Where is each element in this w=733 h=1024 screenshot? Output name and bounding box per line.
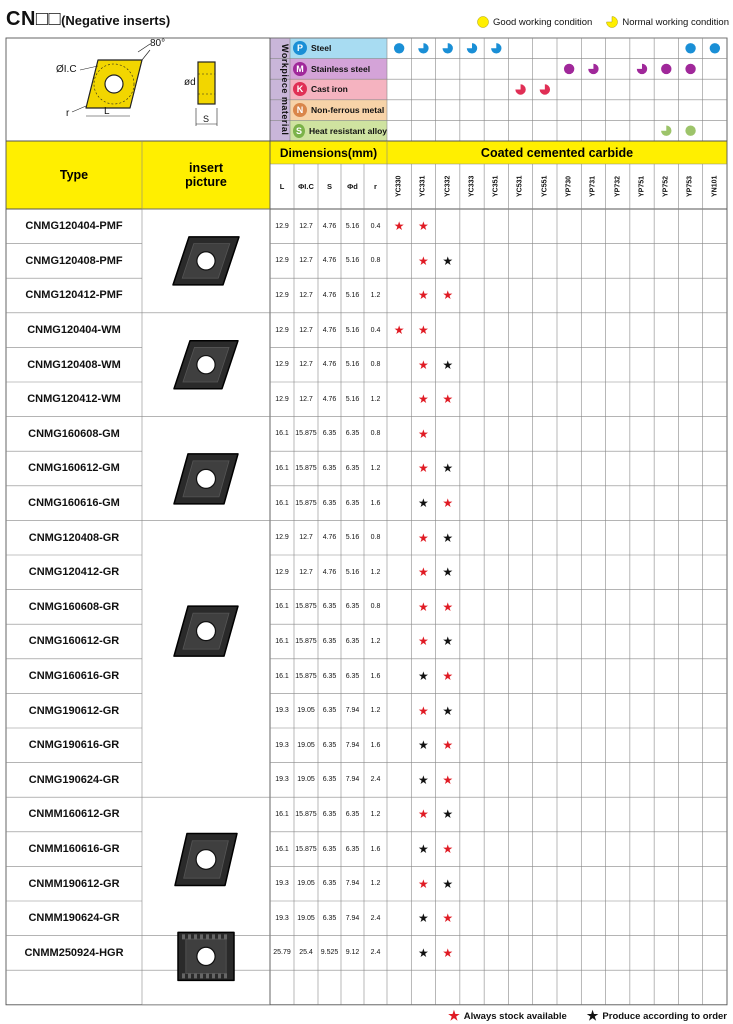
normal-condition-mark (467, 43, 477, 53)
dim-cell: 19.05 (297, 741, 315, 749)
dim-cell: 12.7 (299, 534, 313, 542)
dim-cell: 6.35 (322, 430, 337, 438)
type-cell: CNMG120408-PMF (25, 254, 123, 267)
normal-condition-mark (540, 84, 550, 94)
dim-cell: 1.6 (370, 741, 381, 749)
black-star-icon: ★ (442, 357, 454, 372)
black-star-icon: ★ (418, 842, 429, 857)
type-cell: CNMG160608-GM (28, 427, 120, 440)
dim-header: ΦI.C (298, 182, 314, 191)
type-cell: CNMM250924-HGR (24, 946, 124, 959)
grade-header: YC333 (468, 175, 476, 198)
dim-cell: 6.35 (345, 672, 360, 680)
dim-cell: 1.2 (370, 291, 381, 299)
insert-side-view (198, 62, 215, 104)
black-star-icon: ★ (442, 461, 454, 476)
dim-cell: 15.875 (295, 499, 317, 507)
dim-cell: 9.12 (345, 949, 360, 957)
type-cell: CNMG160608-GR (28, 600, 120, 613)
dim-cell: 6.35 (322, 637, 337, 645)
dim-cell: 4.76 (322, 326, 337, 334)
workpiece-label: Workpiece material (280, 43, 290, 136)
dim-cell: 6.35 (322, 914, 337, 922)
normal-condition-mark (588, 64, 598, 74)
dim-cell: 5.16 (345, 534, 360, 542)
dim-cell: 16.1 (275, 637, 289, 645)
dim-cell: 19.05 (297, 880, 315, 888)
grade-header: YC551 (541, 175, 549, 198)
type-cell: CNMG120404-WM (27, 324, 121, 337)
dim-cell: 1.2 (370, 637, 381, 645)
dim-cell: 4.76 (322, 222, 337, 230)
dim-cell: 15.875 (295, 637, 317, 645)
dim-cell: 15.875 (295, 603, 317, 611)
dim-header: S (326, 182, 332, 191)
type-cell: CNMG120408-GR (28, 531, 120, 544)
dim-cell: 5.16 (345, 395, 360, 403)
dim-cell: 19.3 (275, 914, 289, 922)
dim-cell: 19.3 (275, 880, 289, 888)
grade-header: YP751 (638, 175, 646, 198)
red-star-icon: ★ (442, 772, 454, 787)
legend-normal-label: Normal working condition (622, 16, 729, 28)
dim-cell: 5.16 (345, 257, 360, 265)
black-star-icon: ★ (442, 807, 454, 822)
dim-cell: 5.16 (345, 222, 360, 230)
material-P (290, 38, 387, 59)
title-boxes: □□ (35, 8, 62, 30)
dim-cell: 0.8 (370, 257, 381, 265)
black-star-icon: ★ (418, 945, 429, 960)
type-cell: CNMM160612-GR (28, 808, 120, 821)
dim-cell: 6.35 (322, 499, 337, 507)
dim-cell: 15.875 (295, 464, 317, 472)
insert-picture-wm (174, 341, 238, 389)
type-cell: CNMG120408-WM (27, 358, 121, 371)
material-N (290, 100, 387, 121)
angle-lines (138, 44, 150, 60)
dim-cell: 2.4 (370, 776, 381, 784)
dim-cell: 1.2 (370, 464, 381, 472)
dim-cell: 19.3 (275, 776, 289, 784)
good-condition-mark (710, 43, 720, 53)
dim-cell: 4.76 (322, 361, 337, 369)
ic-label: ØI.C (56, 64, 77, 75)
red-star-icon: ★ (418, 219, 429, 234)
coated-carbide-header: Coated cemented carbide (480, 145, 634, 160)
dim-cell: 12.7 (299, 291, 313, 299)
footer-red-label: Always stock available (463, 1010, 567, 1022)
dim-cell: 6.35 (322, 603, 337, 611)
dim-cell: 1.2 (370, 880, 381, 888)
material-letter-N: N (293, 103, 307, 117)
dim-cell: 25.79 (273, 949, 291, 957)
grade-header: YC332 (444, 175, 452, 198)
black-star-icon: ★ (442, 253, 454, 268)
dim-cell: 7.94 (345, 707, 360, 715)
red-star-icon: ★ (418, 876, 429, 891)
dim-cell: 1.2 (370, 568, 381, 576)
dim-cell: 4.76 (322, 257, 337, 265)
black-star-icon: ★ (418, 669, 429, 684)
type-cell: CNMG160612-GM (28, 462, 120, 475)
d-label: ød (184, 77, 196, 88)
type-cell: CNMG160612-GR (28, 635, 120, 648)
insert-picture-gm (174, 454, 238, 504)
material-name: Heat resistant alloy (309, 125, 387, 136)
black-star-icon: ★ (418, 911, 429, 926)
dim-cell: 5.16 (345, 361, 360, 369)
dim-cell: 12.7 (299, 568, 313, 576)
grade-header: YC351 (492, 175, 500, 198)
dim-cell: 0.8 (370, 534, 381, 542)
dim-cell: 15.875 (295, 430, 317, 438)
material-name: Stainless steel (311, 63, 371, 74)
red-star-icon: ★ (393, 219, 405, 234)
material-name: Cast iron (311, 84, 348, 95)
dim-line (72, 106, 86, 112)
red-star-icon: ★ (442, 288, 454, 303)
good-condition-mark (394, 43, 404, 53)
dim-cell: 16.1 (275, 464, 289, 472)
legend-good-label: Good working condition (493, 16, 593, 28)
red-star-icon: ★ (418, 357, 429, 372)
dim-header: L (279, 182, 285, 191)
dim-cell: 12.9 (275, 257, 289, 265)
red-star-icon: ★ (442, 392, 454, 407)
title-suffix: (Negative inserts) (61, 13, 171, 28)
dim-cell: 12.7 (299, 257, 313, 265)
dim-cell: 4.76 (322, 291, 337, 299)
red-star-icon: ★ (418, 530, 429, 545)
type-cell: CNMG190612-GR (28, 704, 120, 717)
red-star-icon: ★ (442, 911, 454, 926)
dim-header: r (374, 182, 377, 191)
grade-header: YP730 (565, 175, 573, 198)
dim-cell: 6.35 (322, 810, 337, 818)
s-label: S (203, 114, 210, 124)
picture-header: insert picture (185, 160, 227, 189)
type-cell: CNMM160616-GR (28, 843, 120, 856)
dim-cell: 5.16 (345, 291, 360, 299)
dim-cell: 12.9 (275, 395, 289, 403)
type-cell: CNMG120412-GR (28, 566, 120, 579)
dim-cell: 12.9 (275, 361, 289, 369)
red-star-icon: ★ (442, 496, 454, 511)
dim-cell: 12.9 (275, 568, 289, 576)
material-S (290, 120, 387, 141)
material-name: Steel (311, 43, 332, 54)
dim-header: Φd (347, 182, 358, 191)
red-star-icon: ★ (393, 323, 405, 338)
dim-cell: 9.525 (320, 949, 339, 957)
dim-cell: 19.05 (297, 707, 315, 715)
black-star-icon: ★ (442, 703, 454, 718)
dim-cell: 1.2 (370, 810, 381, 818)
dim-cell: 7.94 (345, 741, 360, 749)
dim-cell: 19.05 (297, 776, 315, 784)
red-star-icon: ★ (448, 1008, 460, 1023)
material-M (290, 59, 387, 80)
dim-cell: 5.16 (345, 568, 360, 576)
red-star-icon: ★ (418, 288, 429, 303)
type-cell: CNMG160616-GM (28, 497, 120, 510)
dim-cell: 1.6 (370, 845, 381, 853)
dim-cell: 12.9 (275, 534, 289, 542)
type-cell (6, 970, 142, 1005)
dim-cell: 6.35 (345, 637, 360, 645)
red-star-icon: ★ (418, 426, 429, 441)
red-star-icon: ★ (442, 738, 454, 753)
dim-cell: 12.9 (275, 222, 289, 230)
dim-cell: 15.875 (295, 810, 317, 818)
good-condition-mark (564, 64, 574, 74)
dim-cell: 7.94 (345, 914, 360, 922)
type-cell: CNMG120412-WM (27, 393, 121, 406)
dim-cell: 12.7 (299, 361, 313, 369)
material-name: Non-ferrous metal (311, 105, 385, 116)
dim-cell (318, 970, 341, 1005)
dim-cell: 6.35 (322, 845, 337, 853)
dim-cell (364, 970, 387, 1005)
good-condition-mark (685, 64, 695, 74)
dim-cell: 25.4 (299, 949, 313, 957)
material-letter-K: K (293, 82, 307, 96)
dim-cell: 0.8 (370, 603, 381, 611)
footer-legend (448, 1008, 727, 1024)
dim-cell: 6.35 (345, 499, 360, 507)
angle-label: 80° (150, 38, 166, 49)
dim-cell: 16.1 (275, 845, 289, 853)
dim-cell (270, 970, 294, 1005)
dim-cell: 6.35 (322, 672, 337, 680)
insert-diagram (56, 38, 217, 126)
good-condition-mark (685, 126, 695, 136)
dim-cell: 2.4 (370, 914, 381, 922)
dim-cell: 15.875 (295, 672, 317, 680)
dim-cell: 4.76 (322, 534, 337, 542)
dim-cell: 6.35 (322, 741, 337, 749)
type-cell: CNMG120412-PMF (25, 289, 123, 302)
grade-header: YC331 (419, 175, 427, 198)
dim-cell: 6.35 (322, 464, 337, 472)
normal-condition-mark (637, 64, 647, 74)
dim-cell: 19.3 (275, 741, 289, 749)
black-star-icon: ★ (442, 634, 454, 649)
footer-black-label: Produce according to order (602, 1010, 727, 1022)
dim-cell: 12.9 (275, 291, 289, 299)
black-star-icon: ★ (418, 496, 429, 511)
black-star-icon: ★ (442, 530, 454, 545)
black-star-icon: ★ (442, 565, 454, 580)
type-cell: CNMG120404-PMF (25, 220, 123, 233)
dim-cell (341, 970, 364, 1005)
type-cell: CNMG190624-GR (28, 773, 120, 786)
grade-header: YP732 (614, 175, 622, 198)
type-cell: CNMG190616-GR (28, 739, 120, 752)
type-cell: CNMG160616-GR (28, 670, 120, 683)
dim-cell: 0.8 (370, 361, 381, 369)
black-star-icon: ★ (418, 772, 429, 787)
dim-cell: 2.4 (370, 949, 381, 957)
dim-cell: 0.4 (370, 222, 381, 230)
insert-hole (105, 75, 123, 93)
dim-cell: 16.1 (275, 430, 289, 438)
red-star-icon: ★ (442, 842, 454, 857)
l-label: L (104, 106, 110, 117)
dim-cell: 1.2 (370, 395, 381, 403)
dim-cell: 1.2 (370, 707, 381, 715)
dim-cell: 7.94 (345, 776, 360, 784)
normal-condition-mark (515, 84, 525, 94)
type-header: Type (59, 168, 89, 182)
material-K (290, 79, 387, 100)
good-condition-mark (685, 43, 695, 53)
dim-cell: 15.875 (295, 845, 317, 853)
normal-condition-mark (491, 43, 501, 53)
dim-cell (294, 970, 318, 1005)
dim-cell: 6.35 (322, 707, 337, 715)
red-star-icon: ★ (418, 599, 429, 614)
red-star-icon: ★ (418, 323, 429, 338)
r-label: r (66, 108, 70, 119)
red-star-icon: ★ (418, 565, 429, 580)
dim-cell: 16.1 (275, 810, 289, 818)
grade-header: YP752 (662, 175, 670, 198)
insert-picture-gr-cnmm (175, 833, 237, 885)
red-star-icon: ★ (442, 945, 454, 960)
dim-cell: 4.76 (322, 395, 337, 403)
dimensions-header: Dimensions(mm) (279, 145, 378, 160)
dim-cell: 16.1 (275, 603, 289, 611)
insert-picture-pmf (173, 237, 239, 285)
dim-cell: 16.1 (275, 499, 289, 507)
dim-cell: 1.6 (370, 499, 381, 507)
dim-cell: 0.4 (370, 326, 381, 334)
dim-cell: 19.3 (275, 707, 289, 715)
normal-condition-mark (418, 43, 428, 53)
good-condition-mark (661, 64, 671, 74)
red-star-icon: ★ (418, 807, 429, 822)
insert-picture-hgr (178, 932, 234, 980)
dim-cell: 7.94 (345, 880, 360, 888)
insert-picture-gr-cnmg (174, 606, 238, 656)
normal-condition-mark (443, 43, 453, 53)
red-star-icon: ★ (418, 461, 429, 476)
dim-cell: 16.1 (275, 672, 289, 680)
dim-cell: 12.7 (299, 395, 313, 403)
red-star-icon: ★ (418, 392, 429, 407)
title-prefix: CN (6, 8, 36, 30)
dim-cell: 6.35 (322, 776, 337, 784)
type-cell: CNMM190624-GR (28, 912, 120, 925)
dim-cell: 12.9 (275, 326, 289, 334)
red-star-icon: ★ (418, 253, 429, 268)
red-star-icon: ★ (418, 703, 429, 718)
black-star-icon: ★ (586, 1008, 599, 1023)
material-letter-S: S (293, 124, 305, 138)
grade-header: YP731 (589, 175, 597, 198)
dim-cell: 5.16 (345, 326, 360, 334)
dim-cell: 0.8 (370, 430, 381, 438)
grade-header: YC330 (395, 175, 403, 198)
dim-cell: 6.35 (345, 845, 360, 853)
type-cell: CNMM190612-GR (28, 877, 120, 890)
black-star-icon: ★ (442, 876, 454, 891)
dim-cell: 6.35 (322, 880, 337, 888)
dim-cell: 6.35 (345, 810, 360, 818)
dim-cell: 12.7 (299, 326, 313, 334)
dim-cell: 12.7 (299, 222, 313, 230)
normal-condition-mark (661, 126, 671, 136)
dim-cell: 19.05 (297, 914, 315, 922)
dim-cell: 4.76 (322, 568, 337, 576)
red-star-icon: ★ (442, 599, 454, 614)
dim-cell: 6.35 (345, 430, 360, 438)
dim-cell: 6.35 (345, 603, 360, 611)
dim-cell: 6.35 (345, 464, 360, 472)
red-star-icon: ★ (442, 669, 454, 684)
black-star-icon: ★ (418, 738, 429, 753)
material-letter-P: P (293, 41, 307, 55)
grade-header: YN101 (711, 175, 719, 198)
dim-cell: 1.6 (370, 672, 381, 680)
grade-header: YC531 (517, 175, 525, 198)
material-letter-M: M (293, 62, 307, 76)
red-star-icon: ★ (418, 634, 429, 649)
grade-header: YP753 (687, 175, 695, 198)
